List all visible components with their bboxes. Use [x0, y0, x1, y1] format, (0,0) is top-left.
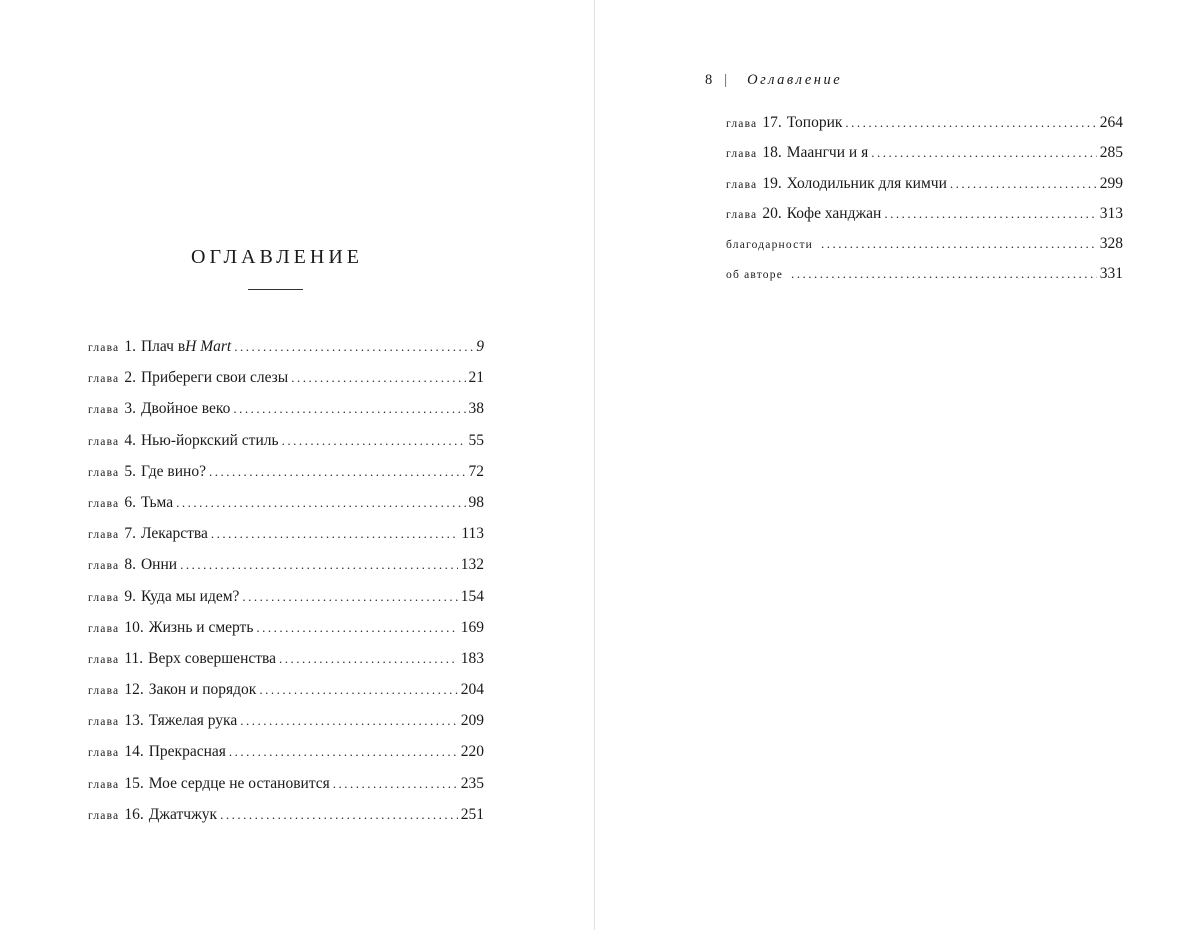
dot-leader: [176, 495, 465, 511]
entry-title: Топорик: [786, 114, 843, 131]
toc-entry[interactable]: [88, 525, 484, 556]
toc-entry[interactable]: [88, 494, 484, 525]
entry-label: глава: [88, 404, 120, 417]
dot-leader: [291, 370, 465, 386]
entry-title: Прекрасная: [148, 743, 226, 761]
entry-title: Мое сердце не остановится: [148, 774, 330, 792]
entry-title: Онни: [140, 556, 178, 574]
entry-label: глава: [88, 529, 120, 542]
running-head: [705, 72, 842, 89]
dot-leader: [821, 236, 1097, 252]
entry-title: Куда мы идем?: [140, 587, 240, 605]
entry-number: 17.: [762, 114, 782, 131]
entry-page-number: 21: [468, 369, 484, 387]
toc-entry[interactable]: [88, 463, 484, 494]
right-page: [595, 0, 1193, 930]
entry-number: 19.: [762, 174, 782, 192]
entry-page-number: 220: [460, 743, 484, 761]
dot-leader: [845, 115, 1096, 131]
entry-page-number: 328: [1099, 235, 1123, 253]
dot-leader: [884, 206, 1096, 222]
entry-page-number: 113: [461, 525, 484, 543]
entry-title-italic: H Mart: [185, 338, 232, 355]
dot-leader: [233, 401, 465, 417]
entry-page-number: 169: [460, 618, 484, 636]
dot-leader: [279, 651, 458, 667]
toc-entry[interactable]: [88, 650, 484, 681]
entry-page-number: 264: [1099, 114, 1123, 131]
toc-entry[interactable]: [88, 743, 484, 774]
entry-label: об авторе: [726, 269, 784, 282]
dot-leader: [333, 776, 458, 792]
entry-number: 20.: [762, 204, 782, 222]
toc-title: ОГЛАВЛЕНИЕ: [191, 246, 363, 268]
entry-number: 10.: [124, 618, 144, 636]
dot-leader: [242, 589, 457, 605]
entry-number: 16.: [124, 805, 144, 823]
entry-title: Кофе ханджан: [786, 204, 882, 222]
entry-number: 13.: [124, 712, 144, 730]
entry-page-number: 204: [460, 681, 484, 699]
toc-entry[interactable]: [88, 432, 484, 463]
entry-number: 14.: [124, 743, 144, 761]
entry-label: глава: [88, 747, 120, 760]
entry-label: глава: [88, 560, 120, 573]
entry-label: глава: [88, 716, 120, 729]
entry-number: 6.: [124, 493, 136, 511]
entry-page-number: 313: [1099, 204, 1123, 222]
entry-page-number: 9: [476, 338, 484, 355]
entry-label: глава: [88, 435, 120, 448]
entry-label: глава: [88, 622, 120, 635]
title-underline: [248, 289, 303, 290]
entry-number: 8.: [124, 556, 136, 574]
dot-leader: [871, 145, 1097, 161]
dot-leader: [950, 176, 1097, 192]
entry-title: Лекарства: [140, 525, 208, 543]
entry-page-number: 72: [468, 462, 484, 480]
entry-label: глава: [88, 653, 120, 666]
entry-label: глава: [726, 178, 758, 191]
dot-leader: [256, 620, 457, 636]
toc-entry[interactable]: [726, 235, 1123, 265]
entry-page-number: 98: [468, 493, 484, 511]
dot-leader: [209, 464, 466, 480]
entry-title: Тяжелая рука: [148, 712, 238, 730]
dot-leader: [234, 339, 473, 355]
entry-title: Нью-йоркский стиль: [140, 431, 279, 449]
dot-leader: [259, 682, 457, 698]
entry-title: Джатчжук: [148, 805, 218, 823]
entry-number: 3.: [124, 400, 136, 418]
entry-title: Жизнь и смерть: [148, 618, 254, 636]
folio-page-number: 8: [705, 72, 713, 88]
entry-page-number: 55: [468, 431, 484, 449]
toc-list-right: [726, 114, 1123, 296]
toc-entry[interactable]: [88, 369, 484, 400]
entry-title: Тьма: [140, 493, 174, 511]
entry-page-number: 331: [1099, 265, 1123, 283]
entry-number: 2.: [124, 369, 136, 387]
entry-page-number: 209: [460, 712, 484, 730]
entry-label: глава: [88, 809, 120, 822]
dot-leader: [229, 744, 458, 760]
entry-title: Двойное веко: [140, 400, 231, 418]
entry-label: глава: [726, 148, 758, 161]
entry-page-number: 285: [1099, 144, 1123, 162]
entry-label: глава: [88, 466, 120, 479]
entry-number: 12.: [124, 681, 144, 699]
entry-label: глава: [726, 208, 758, 221]
entry-title: Закон и порядок: [148, 681, 257, 699]
entry-page-number: 235: [460, 774, 484, 792]
entry-number: 11.: [124, 649, 144, 667]
entry-page-number: 38: [468, 400, 484, 418]
toc-entry[interactable]: [726, 144, 1123, 174]
toc-entry[interactable]: [88, 681, 484, 712]
dot-leader: [282, 433, 466, 449]
toc-entry[interactable]: [726, 175, 1123, 205]
toc-list-left: [88, 338, 484, 837]
running-head-separator: |: [724, 72, 728, 88]
entry-number: 4.: [124, 431, 136, 449]
entry-title: Где вино?: [140, 462, 206, 480]
toc-entry[interactable]: [88, 400, 484, 431]
entry-title: Холодильник для кимчи: [786, 174, 947, 192]
toc-entry[interactable]: [726, 265, 1123, 295]
running-head-title: Оглавление: [747, 72, 843, 88]
entry-label: глава: [88, 685, 120, 698]
entry-title: Маангчи и я: [786, 144, 869, 162]
entry-page-number: 154: [460, 587, 484, 605]
entry-number: 1.: [124, 338, 136, 355]
entry-label: глава: [726, 118, 758, 130]
entry-label: глава: [88, 342, 120, 354]
entry-number: 15.: [124, 774, 144, 792]
entry-title: Верх совершенства: [148, 649, 277, 667]
entry-number: 7.: [124, 525, 136, 543]
entry-label: глава: [88, 778, 120, 791]
dot-leader: [180, 557, 458, 573]
entry-label: глава: [88, 497, 120, 510]
entry-label: глава: [88, 591, 120, 604]
dot-leader: [220, 807, 458, 823]
entry-page-number: 251: [460, 805, 484, 823]
toc-entry[interactable]: [88, 775, 484, 806]
left-page: [0, 0, 594, 930]
entry-label: глава: [88, 373, 120, 386]
toc-entry[interactable]: [88, 619, 484, 650]
toc-entry[interactable]: [726, 205, 1123, 235]
dot-leader: [211, 526, 458, 542]
dot-leader: [791, 266, 1097, 282]
entry-number: 5.: [124, 462, 136, 480]
toc-entry[interactable]: [88, 556, 484, 587]
entry-number: 9.: [124, 587, 136, 605]
toc-entry[interactable]: [88, 338, 484, 369]
dot-leader: [240, 713, 458, 729]
entry-title-prefix: Плач в: [140, 338, 186, 355]
entry-label: благодарности: [726, 239, 814, 252]
entry-number: 18.: [762, 144, 782, 162]
toc-entry[interactable]: [88, 588, 484, 619]
entry-page-number: 183: [460, 649, 484, 667]
entry-title: Прибереги свои слезы: [140, 369, 289, 387]
toc-entry[interactable]: [88, 806, 484, 837]
toc-entry[interactable]: [726, 114, 1123, 144]
toc-entry[interactable]: [88, 712, 484, 743]
entry-page-number: 299: [1099, 174, 1123, 192]
entry-page-number: 132: [460, 556, 484, 574]
